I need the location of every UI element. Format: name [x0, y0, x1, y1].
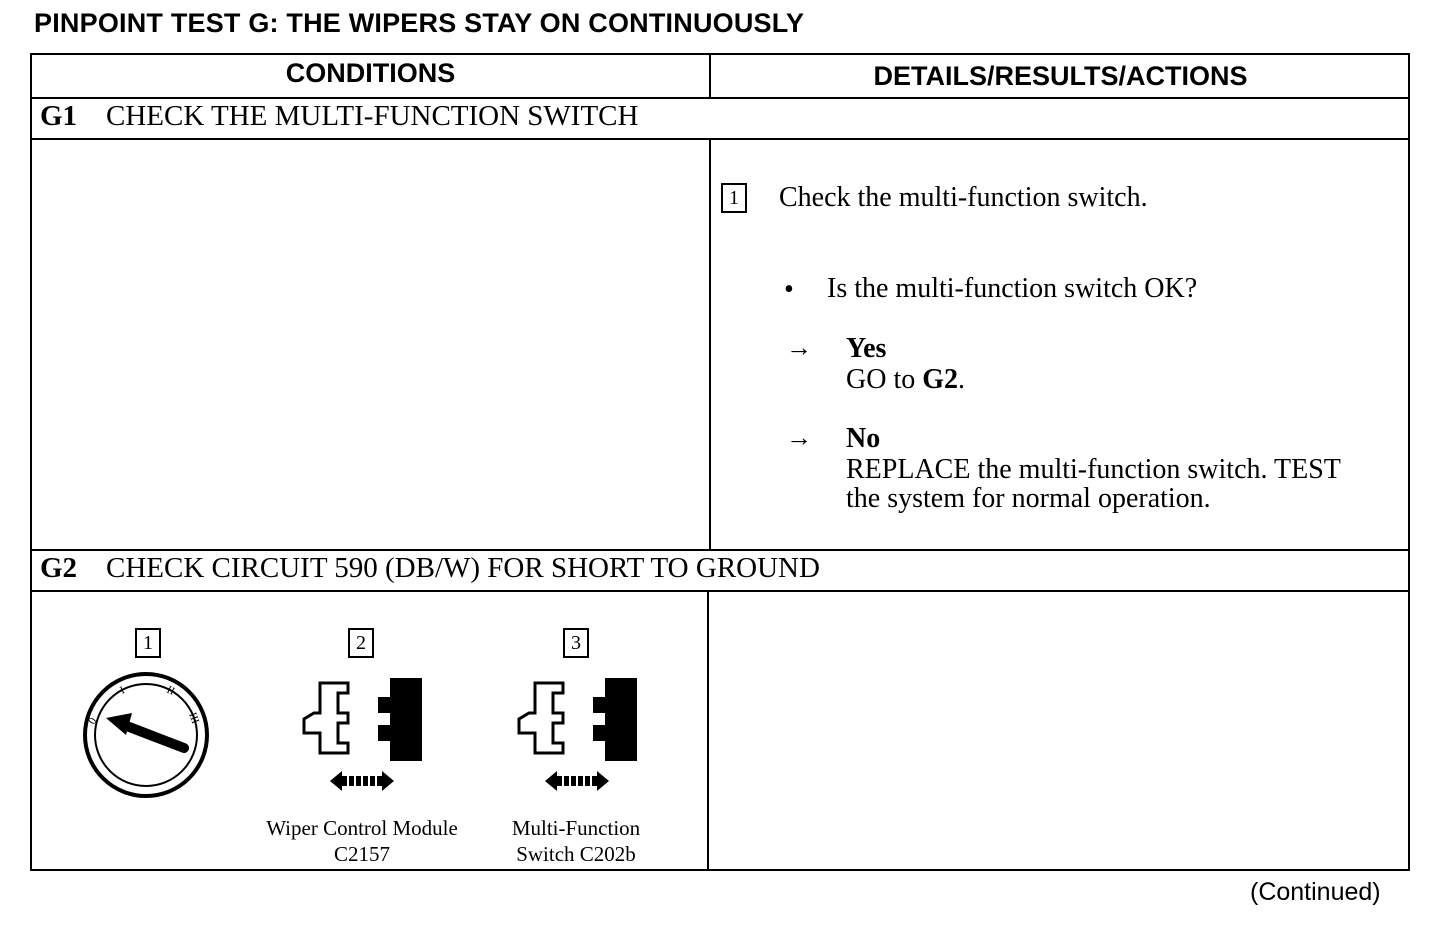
figure-2-caption-line1: Wiper Control Module	[266, 816, 458, 840]
g1-step-title	[40, 100, 638, 133]
continued-label: (Continued)	[1250, 878, 1381, 906]
connector-disconnect-icon	[509, 675, 649, 799]
yes-action-prefix: GO to	[846, 364, 923, 395]
yes-action-target: G2	[922, 364, 959, 395]
g1-step-number-box: 1	[721, 183, 747, 213]
ignition-switch-icon	[80, 672, 216, 802]
figure-3-number-box: 3	[563, 628, 589, 658]
arrow-right-icon: →	[786, 423, 812, 452]
g1-step-heading: CHECK THE MULTI-FUNCTION SWITCH	[106, 100, 639, 132]
g1-step-text: Check the multi-function switch.	[779, 182, 1148, 213]
yes-action-suffix: .	[958, 364, 966, 395]
page-title: PINPOINT TEST G: THE WIPERS STAY ON CONTINUOUSLY	[34, 8, 805, 38]
conditions-header: CONDITIONS	[285, 58, 456, 88]
yes-action	[846, 365, 965, 395]
header-divider	[32, 97, 1408, 99]
yes-label: Yes	[846, 333, 887, 364]
g1-title-divider	[32, 138, 1408, 140]
figure-2-caption-line2: C2157	[333, 842, 390, 866]
details-header: DETAILS/RESULTS/ACTIONS	[873, 61, 1248, 91]
figure-3-caption	[476, 815, 676, 867]
ignition-mark-0: 0	[86, 715, 100, 727]
no-label: No	[846, 423, 881, 454]
bullet-icon: •	[784, 274, 794, 305]
g1-column-divider	[709, 138, 711, 549]
g2-column-divider	[707, 590, 709, 871]
g2-step-title	[40, 552, 820, 585]
figure-3-caption-line1: Multi-Function	[511, 816, 641, 840]
ignition-mark-3: III	[186, 710, 202, 726]
no-action-line2: the system for normal operation.	[846, 483, 1211, 514]
g2-step-heading: CHECK CIRCUIT 590 (DB/W) FOR SHORT TO GROUND	[106, 552, 820, 584]
g2-title-divider	[32, 590, 1408, 592]
g1-step-id: G1	[40, 100, 78, 132]
g2-step-id: G2	[40, 552, 78, 584]
figure-3-caption-line2: Switch C202b	[516, 842, 636, 866]
no-action-line1: REPLACE the multi-function switch. TEST	[846, 454, 1341, 485]
g1-question: Is the multi-function switch OK?	[827, 273, 1198, 304]
figure-2-caption	[252, 815, 472, 867]
figure-2-number-box: 2	[348, 628, 374, 658]
figure-1-number-box: 1	[135, 628, 161, 658]
pinpoint-test-table	[30, 53, 1410, 871]
connector-disconnect-icon	[294, 675, 434, 799]
arrow-right-icon: →	[786, 333, 812, 362]
ignition-mark-1: I	[118, 684, 127, 697]
ignition-mark-2: II	[164, 683, 177, 698]
g1-bottom-divider	[32, 549, 1408, 551]
